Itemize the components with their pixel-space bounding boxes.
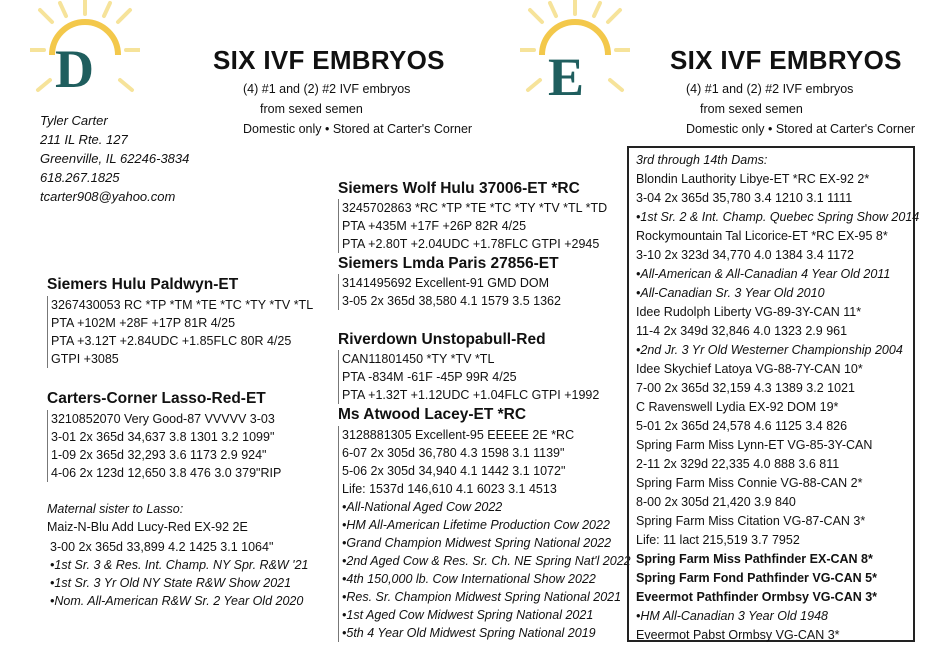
- pedigree-line: 8-00 2x 305d 21,420 3.9 840: [636, 495, 796, 509]
- left-sub-line: (4) #1 and (2) #2 IVF embryos: [243, 82, 411, 96]
- honor-line: •1st Sr. 3 Yr Old NY State R&W Show 2021: [50, 576, 292, 590]
- sire-block-riverdown: [338, 350, 599, 404]
- contact-info: [40, 111, 189, 206]
- honor-line: •HM All-Canadian 3 Year Old 1948: [636, 609, 828, 623]
- right-sub-line: Domestic only • Stored at Carter's Corner: [686, 122, 916, 136]
- left-title: SIX IVF EMBRYOS: [213, 45, 445, 75]
- pedigree-line: 3-04 2x 365d 35,780 3.4 1210 3.1 1111: [636, 191, 853, 205]
- info-line: PTA +3.12T +2.84UDC +1.85FLC 80R 4/25: [51, 334, 292, 348]
- contact-email[interactable]: tcarter908@yahoo.com: [40, 189, 176, 204]
- info-line: 4-06 2x 123d 12,650 3.8 476 3.0 379"RIP: [51, 466, 282, 480]
- honor-line: •Grand Champion Midwest Spring National 2022: [342, 536, 612, 550]
- honor-line: •All-National Aged Cow 2022: [342, 500, 503, 514]
- honor-line: •Res. Sr. Champion Midwest Spring National 2021: [342, 590, 622, 604]
- right-sub-line: from sexed semen: [700, 102, 803, 116]
- pedigree-line: Rockymountain Tal Licorice-ET *RC EX-95 8*: [636, 229, 888, 243]
- pedigree-line: 2-11 2x 329d 22,335 4.0 888 3.6 811: [636, 457, 840, 471]
- info-line: 5-06 2x 305d 34,940 4.1 1442 3.1 1072": [342, 464, 566, 478]
- pedigree-line: Idee Skychief Latoya VG-88-7Y-CAN 10*: [636, 362, 863, 376]
- right-title: SIX IVF EMBRYOS: [670, 45, 902, 75]
- pedigree-line: Idee Rudolph Liberty VG-89-3Y-CAN 11*: [636, 305, 862, 319]
- pedigree-line: Life: 11 lact 215,519 3.7 7952: [636, 533, 800, 547]
- pedigree-line: Blondin Lauthority Libye-ET *RC EX-92 2*: [636, 172, 870, 186]
- pedigree-line: Spring Farm Miss Pathfinder EX-CAN 8*: [636, 552, 873, 566]
- sire-name-hulu: Siemers Hulu Paldwyn-ET: [47, 276, 239, 293]
- sire-block-wolf: [338, 199, 607, 253]
- pedigree-line: Spring Farm Miss Citation VG-87-CAN 3*: [636, 514, 866, 528]
- sire-name-lasso: Carters-Corner Lasso-Red-ET: [47, 390, 266, 407]
- info-line: 3-00 2x 365d 33,899 4.2 1425 3.1 1064": [50, 540, 274, 554]
- honor-line: •5th 4 Year Old Midwest Spring National 2019: [342, 626, 596, 640]
- pedigree-line: 5-01 2x 365d 24,578 4.6 1125 3.4 826: [636, 419, 848, 433]
- contact-address: 211 IL Rte. 127: [40, 132, 128, 147]
- pedigree-line: Spring Farm Fond Pathfinder VG-CAN 5*: [636, 571, 877, 585]
- info-line: GTPI +3085: [51, 352, 119, 366]
- honor-line: •2nd Jr. 3 Yr Old Westerner Championship 2004: [636, 343, 903, 357]
- pedigree-dams-box: [627, 146, 920, 642]
- pedigree-line: Spring Farm Miss Lynn-ET VG-85-3Y-CAN: [636, 438, 873, 452]
- honor-line: •1st Aged Cow Midwest Spring National 2021: [342, 608, 594, 622]
- pedigree-lines: [636, 151, 919, 645]
- dam-name-paris: Siemers Lmda Paris 27856-ET: [338, 255, 559, 272]
- maternal-sister-intro: Maternal sister to Lasso:: [47, 502, 184, 516]
- honor-line: •All-American & All-Canadian 4 Year Old 2011: [636, 267, 891, 281]
- pedigree-line: Eveermot Pathfinder Ormbsy VG-CAN 3*: [636, 590, 878, 604]
- pedigree-line: Eveermot Pabst Ormbsy VG-CAN 3*: [636, 628, 840, 642]
- sire-block-lasso: [47, 410, 281, 482]
- contact-city: Greenville, IL 62246-3834: [40, 151, 190, 166]
- honor-line: 3rd through 14th Dams:: [636, 153, 768, 167]
- honor-line: •1st Sr. 3 & Res. Int. Champ. NY Spr. R&W '21: [50, 558, 309, 572]
- section-letter-d: D: [55, 39, 94, 99]
- honor-line: •HM All-American Lifetime Production Cow 2022: [342, 518, 610, 532]
- contact-name: Tyler Carter: [40, 113, 108, 128]
- section-letter-e: E: [548, 47, 585, 107]
- info-line: 3-01 2x 365d 34,637 3.8 1301 3.2 1099": [51, 430, 275, 444]
- info-line: 3-05 2x 365d 38,580 4.1 1579 3.5 1362: [342, 294, 561, 308]
- dam-name-lacey: Ms Atwood Lacey-ET *RC: [338, 406, 527, 423]
- pedigree-line: Spring Farm Miss Connie VG-88-CAN 2*: [636, 476, 863, 490]
- honor-line: •4th 150,000 lb. Cow International Show 2022: [342, 572, 596, 586]
- pedigree-line: 11-4 2x 349d 32,846 4.0 1323 2.9 961: [636, 324, 848, 338]
- info-line: 1-09 2x 365d 32,293 3.6 1173 2.9 924": [51, 448, 267, 462]
- left-sub-line: Domestic only • Stored at Carter's Corner: [243, 122, 473, 136]
- sire-block-hulu: [47, 296, 313, 368]
- right-sub-line: (4) #1 and (2) #2 IVF embryos: [686, 82, 854, 96]
- sire-name-wolf: Siemers Wolf Hulu 37006-ET *RC: [338, 180, 580, 197]
- honor-line: •All-Canadian Sr. 3 Year Old 2010: [636, 286, 825, 300]
- left-subtitle: [243, 79, 472, 139]
- info-line: 3267430053 RC *TP *TM *TE *TC *TY *TV *TL: [51, 298, 314, 312]
- info-line: PTA +435M +17F +26P 82R 4/25: [342, 219, 527, 233]
- sire-name-riverdown: Riverdown Unstopabull-Red: [338, 331, 546, 348]
- info-line: 3141495692 Excellent-91 GMD DOM: [342, 276, 550, 290]
- info-line: PTA -834M -61F -45P 99R 4/25: [342, 370, 517, 384]
- info-line: 3128881305 Excellent-95 EEEEE 2E *RC: [342, 428, 575, 442]
- dam-block-paris: [338, 274, 561, 310]
- info-line: PTA +2.80T +2.04UDC +1.78FLC GTPI +2945: [342, 237, 600, 251]
- info-line: 6-07 2x 305d 36,780 4.3 1598 3.1 1139": [342, 446, 565, 460]
- info-line: Life: 1537d 146,610 4.1 6023 3.1 4513: [342, 482, 557, 496]
- info-line: PTA +102M +28F +17P 81R 4/25: [51, 316, 236, 330]
- honor-line: •Nom. All-American R&W Sr. 2 Year Old 2020: [50, 594, 304, 608]
- right-subtitle: [686, 79, 915, 139]
- dam-block-lacey: [338, 426, 631, 642]
- info-line: 3245702863 *RC *TP *TE *TC *TY *TV *TL *TD: [342, 201, 608, 215]
- info-line: 3210852070 Very Good-87 VVVVV 3-03: [51, 412, 275, 426]
- honor-line: •2nd Aged Cow & Res. Sr. Ch. NE Spring Nat'l 2022: [342, 554, 631, 568]
- left-sub-line: from sexed semen: [260, 102, 363, 116]
- contact-phone: 618.267.1825: [40, 170, 120, 185]
- info-line: PTA +1.32T +1.12UDC +1.04FLC GTPI +1992: [342, 388, 600, 402]
- info-line: CAN11801450 *TY *TV *TL: [342, 352, 495, 366]
- pedigree-line: 7-00 2x 365d 32,159 4.3 1389 3.2 1021: [636, 381, 855, 395]
- maternal-sister-name: Maiz-N-Blu Add Lucy-Red EX-92 2E: [47, 520, 248, 534]
- pedigree-line: C Ravenswell Lydia EX-92 DOM 19*: [636, 400, 839, 414]
- honor-line: •1st Sr. 2 & Int. Champ. Quebec Spring Show 2014: [636, 210, 920, 224]
- pedigree-line: 3-10 2x 323d 34,770 4.0 1384 3.4 1172: [636, 248, 855, 262]
